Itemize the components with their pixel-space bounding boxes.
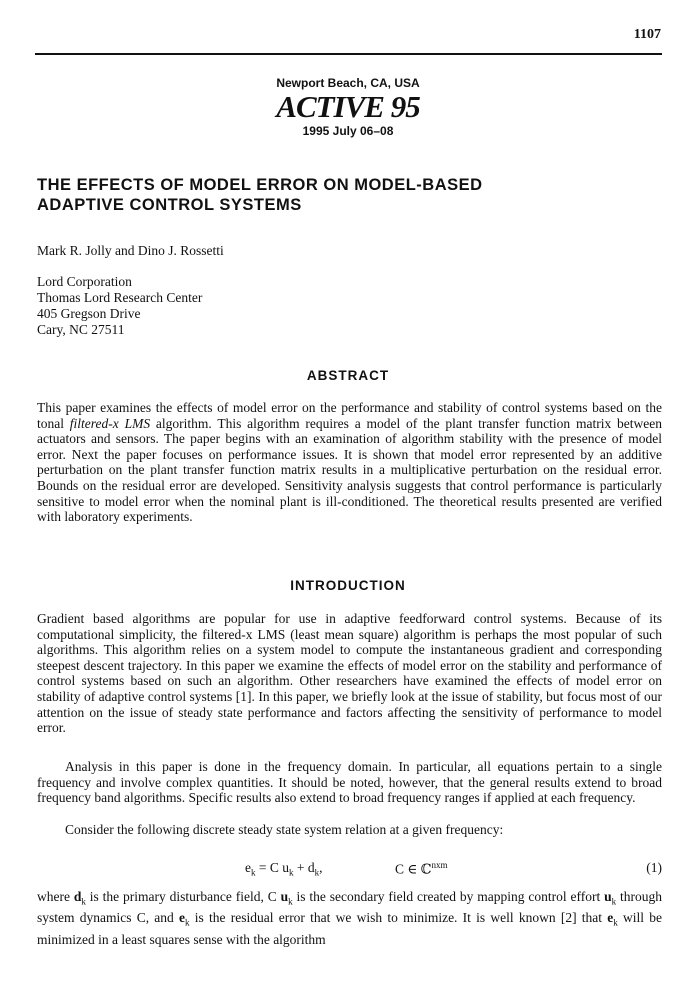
- equation-domain: C ∈ ℂ$^{nxm}$: [395, 860, 448, 877]
- intro-paragraph: Gradient based algorithms are popular for use in adaptive feedforward control systems. Because of its computational simplicity, the filtered-x LMS (least mean square) algorithm is perhaps the most popular of such algorithms. This algorithm relies on a system model to compute the instantaneous gradient and corresponding steepest descent trajectory. In this paper we examine the effects of model error on the stability and performance of control systems based on such an algorithm. Other researchers have examined the effects of model error on stability of adaptive control systems [1]. In this paper, we briefly look at the issue of stability, but focus most of our attention on the issue of steady state performance and factors affecting the sensitivity of performance to model error.: [37, 611, 662, 736]
- affiliation: [37, 274, 202, 338]
- equation-number: (1): [646, 860, 662, 875]
- conference-block: [0, 76, 696, 138]
- affiliation-line: Thomas Lord Research Center: [37, 290, 203, 305]
- abstract-heading: ABSTRACT: [306, 368, 390, 383]
- authors: Mark R. Jolly and Dino J. Rossetti: [37, 243, 224, 258]
- conference-location: Newport Beach, CA, USA: [276, 76, 420, 90]
- abstract-italic-term: filtered-x LMS: [69, 415, 151, 431]
- affiliation-line: 405 Gregson Drive: [37, 306, 141, 321]
- intro-paragraph: Consider the following discrete steady state system relation at a given frequency:: [65, 822, 504, 837]
- abstract-text: algorithm. This algorithm requires a model of the plant transfer function matrix between actuators and sensors. The paper begins with an examination of algorithm stability with the presence of model error. Next the paper focuses on performance issues. It is shown that model error represented by an additive perturbation on the plant transfer function matrix results in a multiplicative perturbation on the residual error. Bounds on the residual error are developed. Sensitivity analysis suggests that control performance is particularly sensitive to model error when the nominal plant is ill-conditioned. The theoretical results presented are verified with laboratory experiments.: [37, 415, 662, 525]
- abstract-text: This paper examines the effects of model error on the performance and stability of control systems based on the tonal: [37, 400, 662, 431]
- affiliation-line: Cary, NC 27511: [37, 322, 125, 337]
- post-equation-paragraph: where $d_k$ is the primary disturbance field, C $u_k$ is the secondary field created by mapping control effort $u_k$ through system dynamics C, and $e_k$ is the residual error that we wish to minimize. It is well known [2] that $e_k$ will be minimized in a least squares sense with the algorithm: [37, 889, 663, 947]
- affiliation-line: Lord Corporation: [37, 274, 132, 289]
- intro-paragraph: Analysis in this paper is done in the frequency domain. In particular, all equations pertain to a single frequency and involve complex quantities. It should be noted, however, that the general results extend to broad frequency band algorithms. Specific results also extend to broad frequency ranges if applied at each frequency.: [37, 759, 662, 806]
- page-number: 1107: [633, 27, 661, 42]
- title-line: THE EFFECTS OF MODEL ERROR ON MODEL-BASED: [37, 176, 483, 194]
- paper-title: [37, 175, 657, 215]
- equation-1: [37, 860, 662, 878]
- conference-name: ACTIVE 95: [276, 89, 420, 124]
- title-line: ADAPTIVE CONTROL SYSTEMS: [37, 196, 302, 214]
- equation-expression: $e_k = C$ $u_k + d_k$,: [245, 860, 323, 878]
- abstract-body: [37, 400, 662, 525]
- header-rule: [35, 53, 662, 55]
- introduction-heading: INTRODUCTION: [290, 578, 406, 593]
- conference-dates: 1995 July 06–08: [302, 124, 394, 138]
